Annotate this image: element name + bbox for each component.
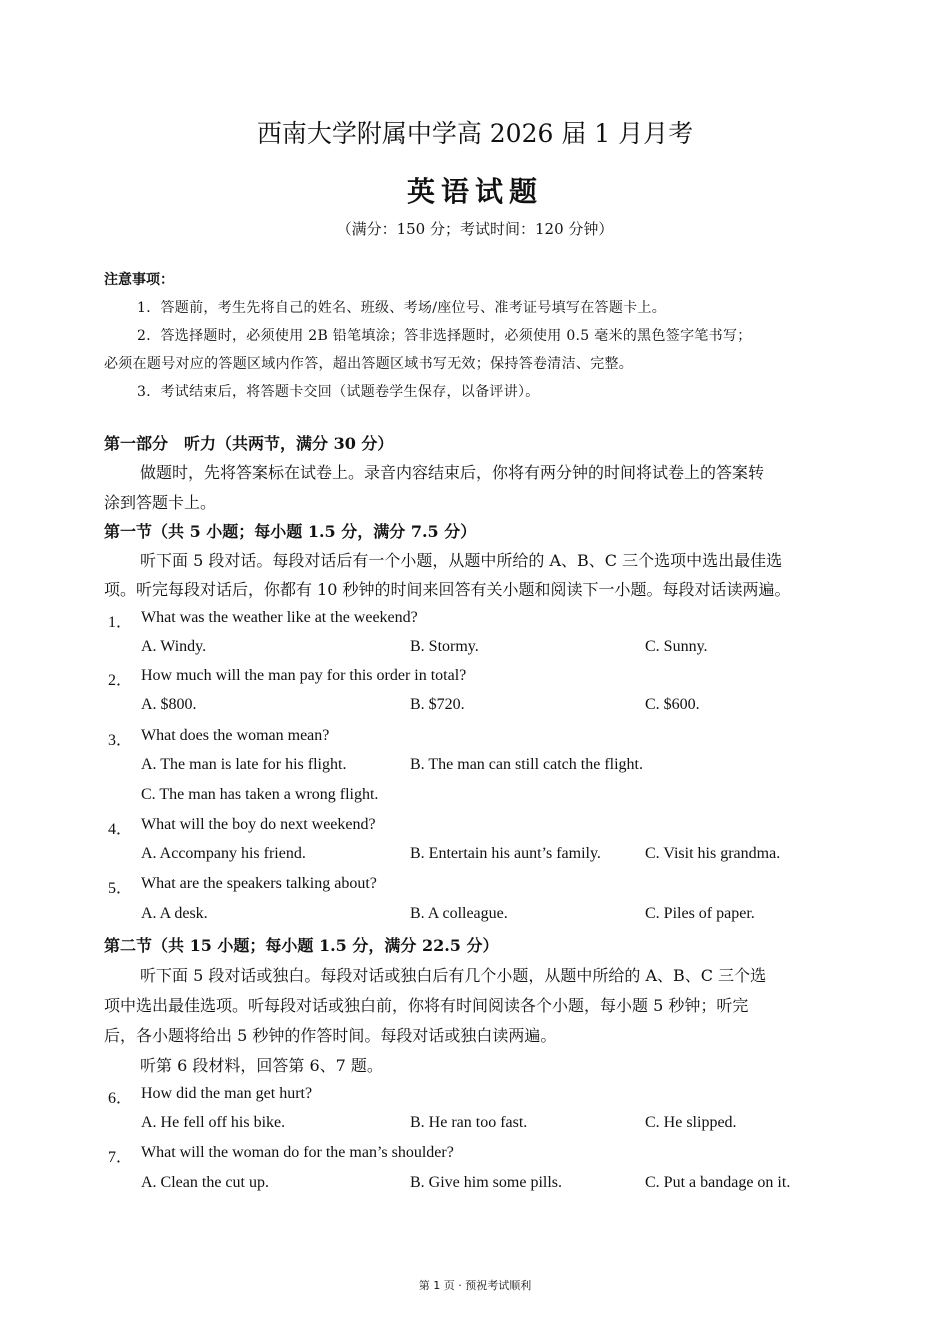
section1-heading: 第一节（共 5 小题；每小题 1.5 分，满分 7.5 分） <box>104 522 477 541</box>
option-a: A. The man is late for his flight. <box>141 756 347 773</box>
option-b: B. $720. <box>410 696 465 713</box>
question-number: 5． <box>108 880 133 897</box>
note-line-3: 3．考试结束后，将答题卡交回（试题卷学生保存，以备评讲）。 <box>137 384 540 400</box>
option-c: C. He slipped. <box>645 1114 737 1131</box>
option-a: A. $800. <box>141 696 197 713</box>
question-text: What will the boy do next weekend? <box>141 816 376 833</box>
notes-heading: 注意事项： <box>104 272 174 288</box>
note-line-2b: 必须在题号对应的答题区域内作答，超出答题区域书写无效；保持答卷清洁、完整。 <box>104 356 634 372</box>
section1-intro-b: 项。听完每段对话后，你都有 10 秒钟的时间来回答有关小题和阅读下一小题。每段对话读两遍。 <box>104 580 791 599</box>
option-b: B. Give him some pills. <box>410 1174 562 1191</box>
score-info: （满分：150 分；考试时间：120 分钟） <box>336 220 614 238</box>
option-c: C. Put a bandage on it. <box>645 1174 791 1191</box>
option-b: B. The man can still catch the flight. <box>410 756 643 773</box>
option-a: A. Clean the cut up. <box>141 1174 269 1191</box>
part1-intro-b: 涂到答题卡上。 <box>104 493 217 512</box>
question-text: What was the weather like at the weekend? <box>141 609 418 626</box>
section1-intro-a: 听下面 5 段对话。每段对话后有一个小题，从题中所给的 A、B、C 三个选项中选出最佳选 <box>140 551 783 570</box>
exam-title: 西南大学附属中学高 2026 届 1 月月考 <box>256 119 694 148</box>
option-a: A. A desk. <box>141 905 208 922</box>
option-c: C. Piles of paper. <box>645 905 755 922</box>
page-footer: 第 1 页 · 预祝考试顺利 <box>418 1279 532 1292</box>
option-b: B. He ran too fast. <box>410 1114 528 1131</box>
option-a: A. Accompany his friend. <box>141 845 306 862</box>
note-line-1: 1．答题前，考生先将自己的姓名、班级、考场/座位号、准考证号填写在答题卡上。 <box>137 300 667 316</box>
question-text: How much will the man pay for this order in total? <box>141 667 467 684</box>
question-number: 3． <box>108 732 133 749</box>
option-b: B. A colleague. <box>410 905 508 922</box>
question-text: How did the man get hurt? <box>141 1085 313 1102</box>
question-text: What are the speakers talking about? <box>141 875 377 892</box>
section2-intro-a: 听下面 5 段对话或独白。每段对话或独白后有几个小题，从题中所给的 A、B、C 三个选 <box>140 966 767 985</box>
option-a: A. Windy. <box>141 638 207 655</box>
question-number: 2． <box>108 672 133 689</box>
question-text: What does the woman mean? <box>141 727 330 744</box>
material-6-instruction: 听第 6 段材料，回答第 6、7 题。 <box>140 1056 383 1075</box>
option-c: C. Sunny. <box>645 638 708 655</box>
option-b: B. Stormy. <box>410 638 479 655</box>
question-text: What will the woman do for the man’s shoulder? <box>141 1144 454 1161</box>
subject-title: 英语试题 <box>406 175 543 208</box>
section2-heading: 第二节（共 15 小题；每小题 1.5 分，满分 22.5 分） <box>104 936 499 955</box>
option-c: C. $600. <box>645 696 700 713</box>
section2-intro-b: 项中选出最佳选项。听每段对话或独白前，你将有时间阅读各个小题，每小题 5 秒钟；听完 <box>104 996 749 1015</box>
section2-intro-c: 后，各小题将给出 5 秒钟的作答时间。每段对话或独白读两遍。 <box>104 1026 557 1045</box>
question-number: 7． <box>108 1149 133 1166</box>
note-line-2a: 2．答选择题时，必须使用 2B 铅笔填涂；答非选择题时，必须使用 0.5 毫米的黑色签字笔书写； <box>137 328 752 344</box>
option-c: C. Visit his grandma. <box>645 845 781 862</box>
option-c: C. The man has taken a wrong flight. <box>141 786 379 803</box>
question-number: 1． <box>108 614 133 631</box>
option-a: A. He fell off his bike. <box>141 1114 286 1131</box>
question-number: 6． <box>108 1090 133 1107</box>
option-b: B. Entertain his aunt’s family. <box>410 845 601 862</box>
part1-heading: 第一部分 听力（共两节，满分 30 分） <box>104 434 394 453</box>
part1-intro-a: 做题时，先将答案标在试卷上。录音内容结束后，你将有两分钟的时间将试卷上的答案转 <box>140 463 765 482</box>
question-number: 4． <box>108 821 133 838</box>
